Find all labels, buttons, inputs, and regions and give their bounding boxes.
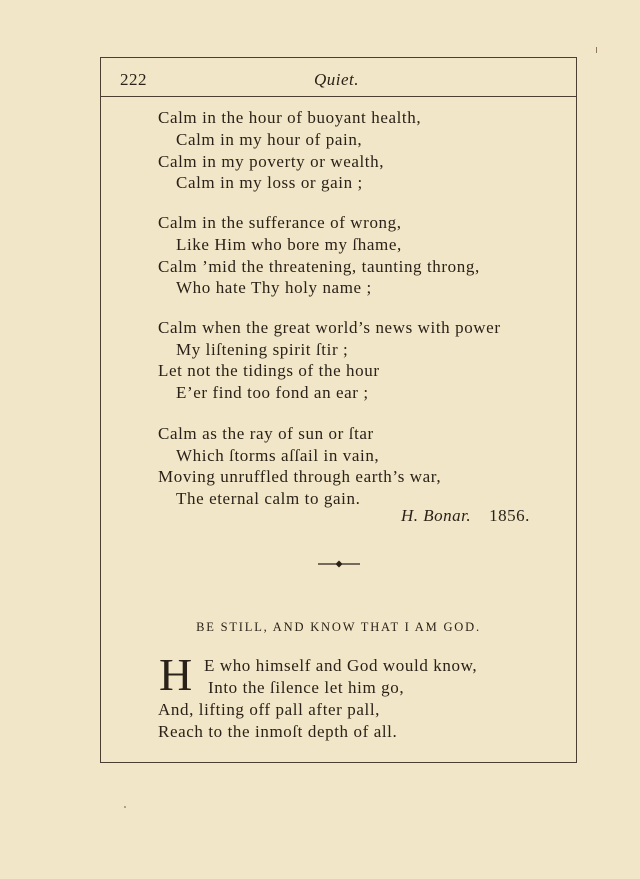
poem-line: My liſtening spirit ſtir ; [176,340,349,359]
drop-cap: H [159,649,193,700]
poem-line: Reach to the inmoſt depth of all. [158,722,398,741]
page-edge-mark [596,47,597,53]
poem-line: Calm as the ray of sun or ſtar [158,424,374,443]
page-header [101,58,576,97]
poem-line: Moving unruffled through earth’s war, [158,467,442,486]
poem-title: BE STILL, AND KNOW THAT I AM GOD. [196,620,481,634]
poem-line: The eternal calm to gain. [176,489,361,508]
page-number: 222 [120,70,147,89]
poem-line: Calm in the sufferance of wrong, [158,213,402,232]
poem-line: Calm in the hour of buoyant health, [158,108,422,127]
poem-line: Who hate Thy holy name ; [176,278,372,297]
poem-line: Which ſtorms aſſail in vain, [176,446,380,465]
attribution-author: H. Bonar. [401,506,472,525]
poem-line: Into the ſilence let him go, [208,678,405,697]
poem-line: Let not the tidings of the hour [158,361,380,380]
attribution-year: 1856. [489,506,530,525]
poem-line: Calm in my loss or gain ; [176,173,363,192]
poem-line: Like Him who bore my ſhame, [176,235,402,254]
section-ornament [317,559,361,569]
poem-line: Calm ’mid the threatening, taunting throng, [158,257,480,276]
poem-line: Calm in my hour of pain, [176,130,363,149]
poem-line: E who himself and God would know, [204,656,478,675]
poem-line: And, lifting off pall after pall, [158,700,381,719]
paper-speck [124,806,126,808]
page-frame [100,57,577,763]
running-title: Quiet. [314,70,360,89]
poem-line: Calm in my poverty or wealth, [158,152,385,171]
poem-line: E’er find too fond an ear ; [176,383,369,402]
attribution [401,506,530,526]
poem-line: Calm when the great world’s news with power [158,318,501,337]
